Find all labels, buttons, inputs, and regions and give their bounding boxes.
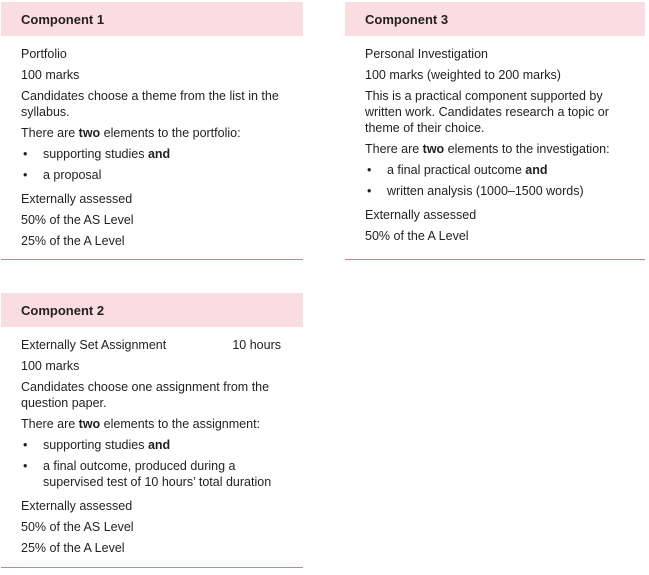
assessment-type: Externally assessed [21, 192, 133, 206]
as-level-weight: 50% of the AS Level [21, 213, 134, 227]
component-body [1, 36, 303, 260]
component-body [1, 327, 303, 568]
elements-list [365, 162, 645, 199]
component-title: Externally Set Assignment [21, 338, 167, 352]
a-level-weight: 25% of the A Level [21, 234, 125, 248]
assessment-type: Externally assessed [21, 499, 133, 513]
component-description: Candidates choose one assignment from the question paper. [21, 380, 270, 410]
list-item: • a final practical outcome and [367, 163, 548, 177]
component-heading: Component 3 [345, 2, 645, 36]
component-title-row [21, 337, 303, 353]
component-description: Candidates choose a theme from the list in the syllabus. [21, 89, 279, 119]
list-item: • a proposal [23, 168, 102, 182]
component-marks: 100 marks (weighted to 200 marks) [365, 68, 561, 82]
component-1-card [1, 2, 303, 260]
elements-intro: There are two elements to the assignment: [21, 417, 261, 431]
list-item: • supporting studies and [23, 438, 171, 452]
component-marks: 100 marks [21, 68, 80, 82]
component-description: This is a practical component supported by written work. Candidates research a topic or theme of their choice. [365, 89, 609, 135]
component-heading: Component 1 [1, 2, 303, 36]
list-item: • supporting studies and [23, 147, 171, 161]
elements-intro: There are two elements to the portfolio: [21, 126, 241, 140]
elements-intro: There are two elements to the investigation: [365, 142, 610, 156]
component-heading: Component 2 [1, 293, 303, 327]
elements-list [21, 146, 303, 183]
list-item: • written analysis (1000–1500 words) [367, 184, 584, 198]
component-marks: 100 marks [21, 359, 80, 373]
list-item: • a final outcome, produced during a supervised test of 10 hours’ total duration [23, 459, 272, 489]
component-title: Portfolio [21, 47, 67, 61]
elements-list [21, 437, 303, 490]
component-duration: 10 hours [232, 338, 281, 352]
component-body [345, 36, 645, 260]
component-2-card [1, 293, 303, 568]
a-level-weight: 50% of the A Level [365, 229, 469, 243]
component-title: Personal Investigation [365, 47, 488, 61]
component-3-card [345, 2, 645, 260]
assessment-type: Externally assessed [365, 208, 477, 222]
a-level-weight: 25% of the A Level [21, 541, 125, 555]
as-level-weight: 50% of the AS Level [21, 520, 134, 534]
